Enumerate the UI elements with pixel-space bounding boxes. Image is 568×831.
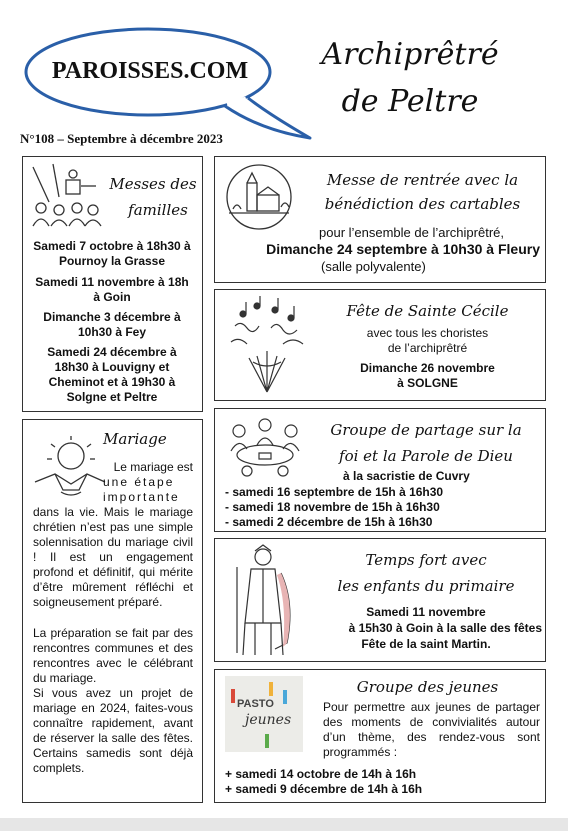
cecile-title: Fête de Sainte Cécile	[346, 302, 509, 320]
rentree-title-line1: Messe de rentrée avec la	[326, 171, 519, 189]
rentree-line-1: pour l’ensemble de l’archiprêtré,	[319, 225, 504, 240]
partage-location: à la sacristie de Cuvry	[343, 469, 470, 483]
tempsfort-title-line1: Temps fort avec	[365, 551, 487, 569]
cecile-date-1: Dimanche 26 novembre	[360, 361, 495, 375]
mariage-text-b: une étape	[103, 475, 175, 489]
jeunes-date-2: + samedi 9 décembre de 14h à 16h	[225, 782, 423, 796]
cecile-date-2: à SOLGNE	[397, 376, 458, 390]
mariage-paragraph-3: Si vous avez un projet de mariage en 2024, faites-vous connaître rapidement, avant de réserver la salle des fêtes. Certains samedis sont déjà complets.	[33, 686, 193, 775]
partage-title-line2: foi et la Parole de Dieu	[339, 447, 513, 465]
partage-date-3: - samedi 2 décembre de 15h à 16h30	[225, 515, 433, 529]
jeunes-date-1: + samedi 14 octobre de 14h à 16h	[225, 767, 417, 781]
cecile-line-2: de l’archiprêtré	[387, 341, 468, 355]
rentree-line-2: Dimanche 24 septembre à 10h30 à Fleury	[266, 241, 540, 257]
partage-box	[214, 408, 546, 532]
tempsfort-title-line2: les enfants du primaire	[337, 577, 515, 595]
mariage-text-a: Le mariage est	[113, 460, 193, 474]
tempsfort-line-1: Samedi 11 novembre	[366, 605, 486, 619]
tempsfort-line-2: à 15h30 à Goin à la salle des fêtes	[348, 621, 542, 635]
header-title-line1: Archiprêtré	[321, 37, 499, 72]
messes-title-line1: Messes des	[109, 175, 197, 193]
cecile-box	[214, 289, 546, 401]
partage-title-line1: Groupe de partage sur la	[330, 421, 522, 439]
church-icon	[223, 163, 295, 231]
bubble-text: PAROISSES.COM	[51, 58, 249, 84]
pasto-jeunes-logo	[225, 676, 303, 752]
rentree-line-3: (salle polyvalente)	[321, 259, 426, 274]
sharing-group-icon	[225, 415, 305, 483]
mariage-title: Mariage	[103, 430, 167, 448]
mariage-text-c: importante	[103, 490, 180, 504]
jeunes-text: Pour permettre aux jeunes de partager des moments de convivialités autour d’un thème, des rendez-vous sont programmés :	[323, 700, 540, 759]
partage-date-1: - samedi 16 septembre de 15h à 16h30	[225, 485, 444, 499]
rentree-box	[214, 156, 546, 283]
issue-number: N°108 – Septembre à décembre 2023	[20, 131, 223, 146]
mariage-box	[22, 419, 203, 803]
logo-top-text: PASTO	[237, 698, 274, 710]
rentree-title-line2: bénédiction des cartables	[324, 195, 521, 213]
page-edge	[0, 818, 568, 831]
assembly-icon	[31, 162, 106, 227]
messes-entry-2: Samedi 11 novembre à 18h à Goin	[35, 275, 189, 304]
cecile-line-1: avec tous les choristes	[366, 326, 489, 340]
header-title-line2: de Peltre	[341, 84, 479, 119]
messes-entry-4: Samedi 24 décembre à 18h30 à Louvigny et Cheminot et à 19h30 à Solgne et Peltre	[47, 345, 177, 404]
partage-date-2: - samedi 18 novembre de 15h à 16h30	[225, 500, 440, 514]
saint-martin-icon	[225, 543, 300, 659]
tempsfort-line-3: Fête de la saint Martin.	[361, 637, 491, 651]
messes-box	[22, 156, 203, 412]
music-bouquet-icon	[227, 296, 307, 394]
mariage-paragraph-2: La préparation se fait par des rencontres communes et des rencontres avec le célébrant du mariage.	[33, 626, 193, 685]
jeunes-box	[214, 669, 546, 803]
messes-entry-1: Samedi 7 octobre à 18h30 à Pournoy la Grasse	[33, 239, 191, 268]
mariage-paragraph-1: dans la vie. Mais le mariage chrétien n’est pas une simple solennisation du mariage civil ! Il est un engagement profond et définitif, qui mérite d’être mûrement réfléchi et soigneusement préparé.	[33, 505, 193, 609]
logo-bottom-text: jeunes	[245, 712, 292, 728]
jeunes-title: Groupe des jeunes	[356, 678, 499, 696]
messes-entry-3: Dimanche 3 décembre à 10h30 à Fey	[43, 310, 181, 339]
tempsfort-box	[214, 538, 546, 662]
messes-title-line2: familles	[128, 201, 188, 219]
handshake-icon	[33, 434, 108, 504]
